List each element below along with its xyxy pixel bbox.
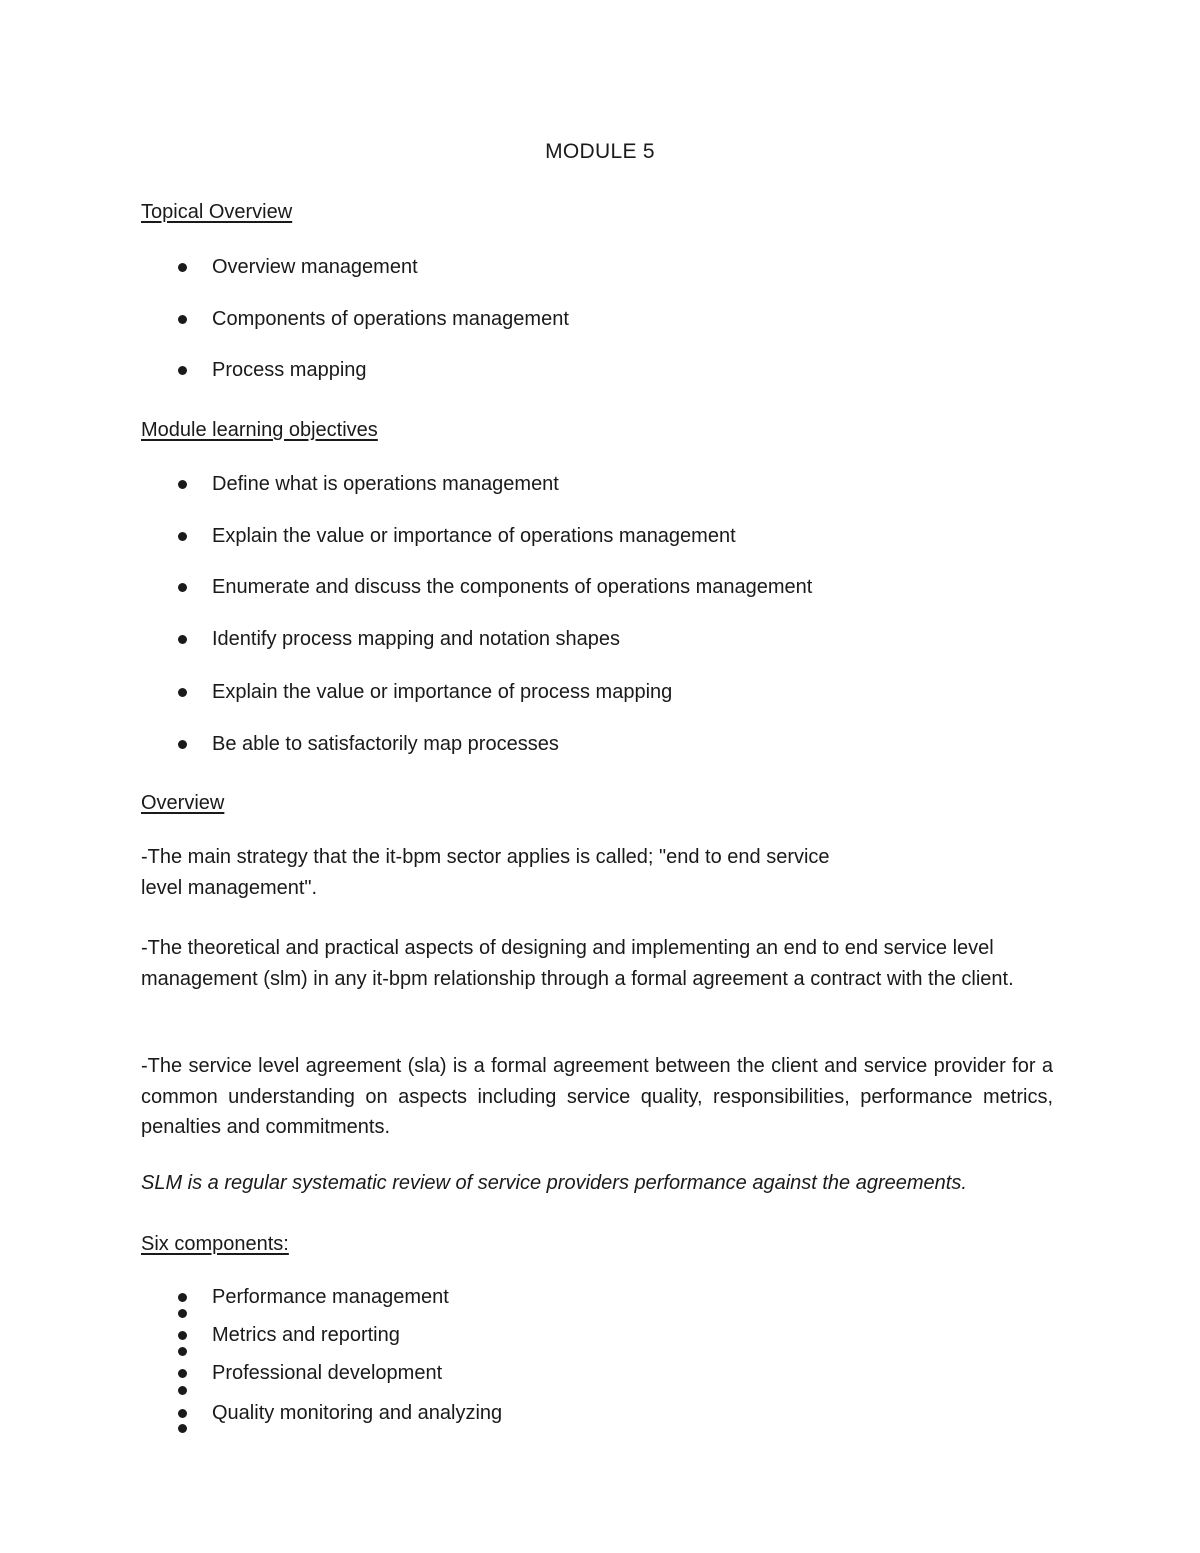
bullet-icon [178, 1409, 187, 1418]
bullet-icon [178, 366, 187, 375]
page-title: MODULE 5 [545, 140, 655, 163]
list-item [141, 470, 559, 498]
bullet-icon [178, 263, 187, 272]
six-components-heading: Six components: [141, 1233, 289, 1255]
list-item-text: Enumerate and discuss the components of operations management [212, 575, 813, 598]
list-item-text: Metrics and reporting [212, 1323, 400, 1346]
overview-heading: Overview [141, 792, 225, 814]
list-item-text: Explain the value or importance of process mapping [212, 680, 673, 703]
list-item-text: Be able to satisfactorily map processes [212, 732, 559, 755]
list-item-text: Process mapping [212, 358, 367, 381]
list-item [141, 678, 672, 706]
list-item [141, 1399, 502, 1427]
list-item [141, 730, 559, 758]
slm-definition: SLM is a regular systematic review of service providers performance against the agreements. [141, 1172, 967, 1194]
list-item [141, 573, 812, 601]
list-item [141, 305, 569, 333]
learning-objectives-heading: Module learning objectives [141, 419, 378, 441]
overview-paragraph-2: -The theoretical and practical aspects of designing and implementing an end to end service level management (slm) in any it-bpm relationship through a formal agreement a contract with the client. [141, 937, 1014, 990]
topical-overview-heading: Topical Overview [141, 201, 293, 223]
empty-bullet-icon [178, 1347, 187, 1356]
list-item [141, 1283, 449, 1311]
list-item-text: Quality monitoring and analyzing [212, 1401, 503, 1424]
bullet-icon [178, 1293, 187, 1302]
bullet-icon [178, 480, 187, 489]
list-item-text: Professional development [212, 1361, 443, 1384]
list-item-text: Components of operations management [212, 307, 569, 330]
list-item [141, 1359, 442, 1387]
list-item [141, 1321, 400, 1349]
list-item-text: Explain the value or importance of operations management [212, 524, 736, 547]
bullet-icon [178, 1369, 187, 1378]
list-item [141, 625, 620, 653]
list-item-text: Define what is operations management [212, 472, 559, 495]
bullet-icon [178, 532, 187, 541]
empty-bullet-icon [178, 1386, 187, 1395]
bullet-icon [178, 583, 187, 592]
list-item-text: Overview management [212, 255, 418, 278]
overview-paragraph-3: -The service level agreement (sla) is a formal agreement between the client and service provider for a common understanding on aspects including service quality, responsibilities, performance metrics, penalties and commitments. [141, 1055, 1053, 1138]
overview-paragraph-1-line-2: level management". [141, 876, 318, 899]
bullet-icon [178, 688, 187, 697]
list-item [141, 253, 418, 281]
bullet-icon [178, 635, 187, 644]
overview-paragraph-1 [141, 842, 1053, 903]
list-item [141, 356, 367, 384]
overview-paragraph-1-line-1: -The main strategy that the it-bpm sector applies is called; "end to end service [141, 846, 830, 868]
list-item-text: Identify process mapping and notation shapes [212, 627, 621, 650]
list-item-text: Performance management [212, 1285, 449, 1308]
empty-bullet-icon [178, 1424, 187, 1433]
bullet-icon [178, 1331, 187, 1340]
list-item [141, 522, 736, 550]
bullet-icon [178, 315, 187, 324]
bullet-icon [178, 740, 187, 749]
empty-bullet-icon [178, 1309, 187, 1318]
